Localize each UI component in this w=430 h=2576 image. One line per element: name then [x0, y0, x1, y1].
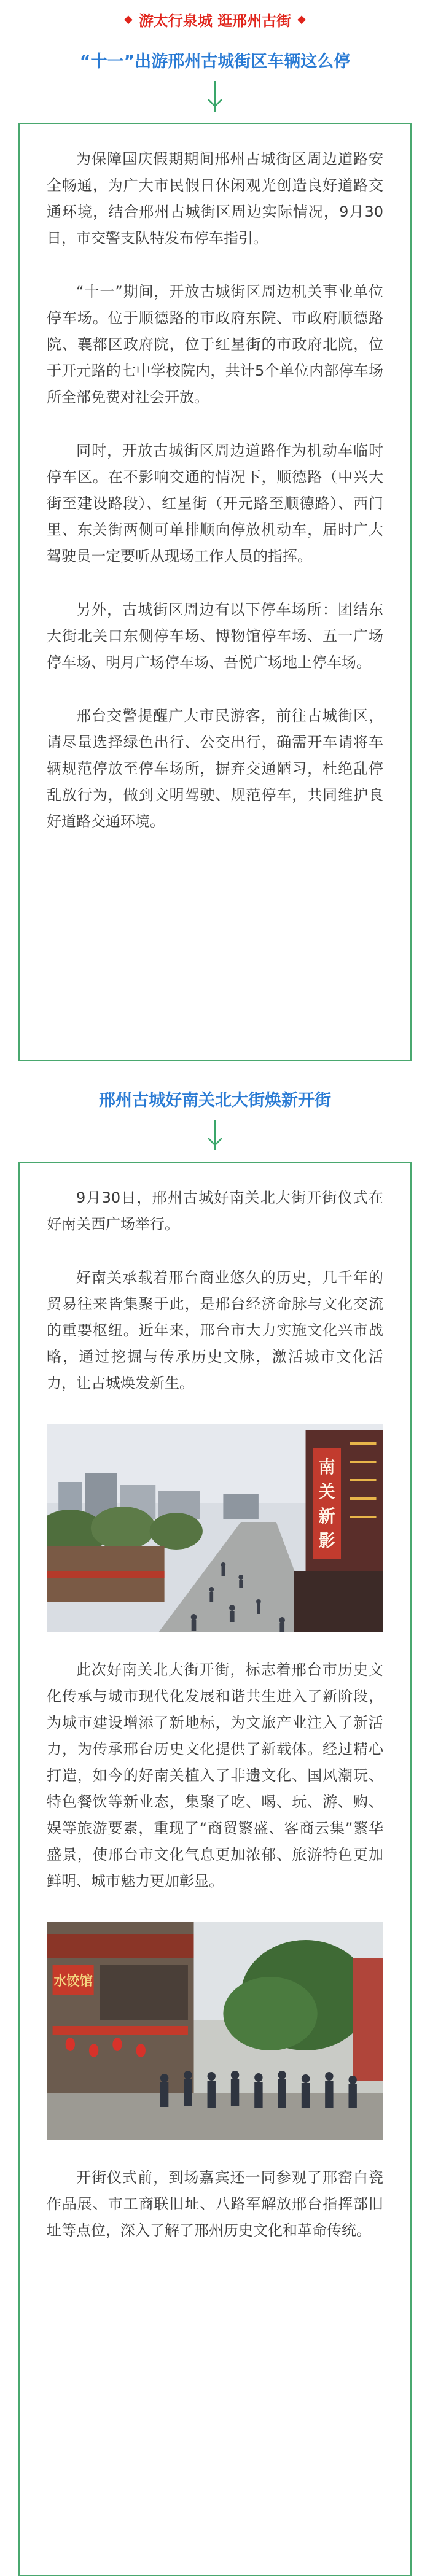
street-illustration	[47, 1424, 383, 1632]
paragraph: 9月30日，邢州古城好南关北大街开街仪式在好南关西广场举行。	[47, 1189, 383, 1233]
banner-text: 游太行泉城 逛邢州古街	[138, 12, 292, 29]
crowd-illustration	[47, 1922, 383, 2140]
svg-text:关: 关	[318, 1481, 335, 1502]
street-photo	[47, 1424, 383, 1632]
paragraph: 开街仪式前，到场嘉宾还一同参观了邢窑白瓷作品展、市工商联旧址、八路军解放邢台指挥部旧址等点位，深入了解了邢州历史文化和革命传统。	[47, 2169, 383, 2239]
paragraph: 同时，开放古城街区周边道路作为机动车临时停车区。在不影响交通的情况下，顺德路（中兴大街至建设路段）、红星街（开元路至顺德路）、西门里、东关街两侧可单排顺向停放机动车，届时广大驾驶员一定要听从现场工作人员的指挥。	[47, 442, 383, 565]
section1-card	[18, 123, 412, 1061]
svg-text:水饺馆: 水饺馆	[53, 1973, 93, 1990]
diamond-icon: ◆	[123, 12, 133, 26]
section1-connector	[18, 81, 412, 123]
section2-card	[18, 1162, 412, 2576]
section1-title: “十一”出游邢州古城街区车辆这么停	[79, 52, 351, 71]
section2-connector	[18, 1120, 412, 1162]
paragraph: 为保障国庆假期期间邢州古城街区周边道路安全畅通，为广大市民假日休闲观光创造良好道路交通环境，结合邢州古城街区周边实际情况，9月30日，市交警支队特发布停车指引。	[47, 150, 383, 247]
section2-title: 邢州古城好南关北大街焕新开街	[99, 1090, 331, 1110]
paragraph: 另外，古城街区周边有以下停车场所：团结东大街北关口东侧停车场、博物馆停车场、五一广场停车场、明月广场停车场、吾悦广场地上停车场。	[47, 601, 383, 671]
paragraph: 好南关承载着邢台商业悠久的历史，几千年的贸易往来皆集聚于此，是邢台经济命脉与文化交流的重要枢纽。近年来，邢台市大力实施文化兴市战略，通过挖掘与传承历史文脉，激活城市文化活力，让古城焕发新生。	[47, 1269, 383, 1392]
diamond-icon: ◆	[297, 12, 307, 26]
svg-text:影: 影	[318, 1530, 335, 1551]
svg-text:南: 南	[318, 1457, 335, 1478]
top-banner	[18, 0, 412, 38]
paragraph: 此次好南关北大街开街，标志着邢台市历史文化传承与城市现代化发展和谐共生进入了新阶段，为城市建设增添了新地标，为文旅产业注入了新活力，为传承邢台历史文化提供了新载体。经过精心打造，如今的好南关植入了非遗文化、国风潮玩、特色餐饮等新业态，集聚了吃、喝、玩、游、购、娱等旅游要素，重现了“商贸繁盛、客商云集”繁华盛景，使邢台市文化气息更加浓郁、旅游特色更加鲜明、城市魅力更加彰显。	[47, 1661, 383, 1890]
paragraph: 邢台交警提醒广大市民游客，前往古城街区，请尽量选择绿色出行、公交出行，确需开车请将车辆规范停放至停车场所，摒弃交通陋习，杜绝乱停乱放行为，做到文明驾驶、规范停车，共同维护良好道路交通环境。	[47, 707, 383, 830]
chevron-down-icon	[205, 1131, 225, 1152]
chevron-down-icon	[205, 92, 225, 113]
crowd-photo	[47, 1922, 383, 2140]
svg-text:新: 新	[318, 1506, 335, 1527]
paragraph: “十一”期间，开放古城街区周边机关事业单位停车场。位于顺德路的市政府东院、市政府顺德路院、襄都区政府院，位于红星街的市政府北院，位于开元路的七中学校院内，共计5个单位内部停车场所全部免费对社会开放。	[47, 283, 383, 406]
